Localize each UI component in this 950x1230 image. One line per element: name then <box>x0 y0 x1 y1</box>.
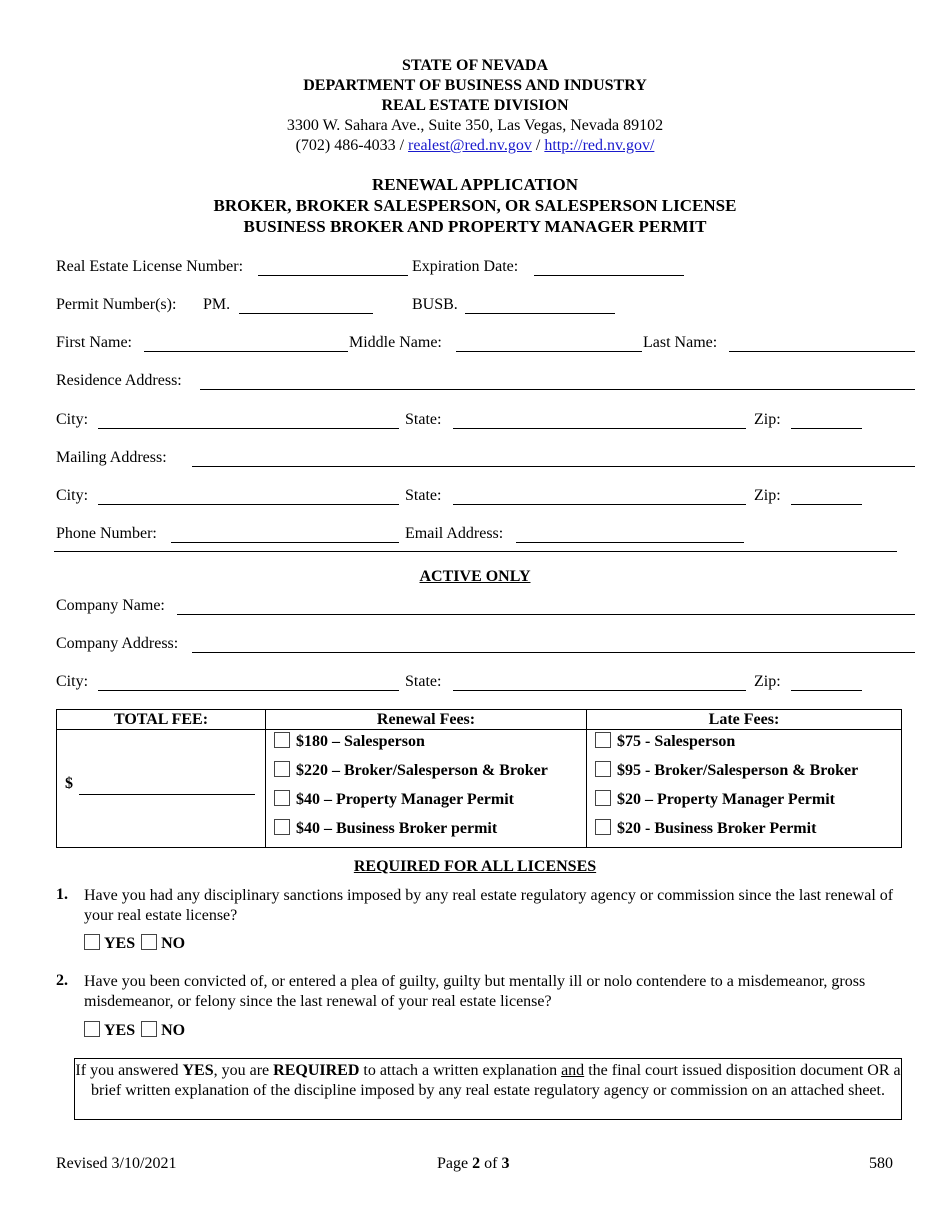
checkbox[interactable] <box>595 732 611 748</box>
form-subtitle-permit: BUSINESS BROKER AND PROPERTY MANAGER PERMIT <box>243 217 707 236</box>
dollar-sign: $ <box>65 774 73 792</box>
agency-division: REAL ESTATE DIVISION <box>381 97 569 114</box>
renewal-fees-header: Renewal Fees: <box>266 710 587 730</box>
renewal-fee-option[interactable] <box>274 818 586 847</box>
renewal-fees-cell <box>266 730 587 848</box>
yes-label: YES <box>104 935 136 952</box>
phone-number-label: Phone Number: <box>56 525 157 542</box>
late-fee-option[interactable] <box>595 760 901 789</box>
company-address-field[interactable] <box>192 652 915 653</box>
question-number: 1. <box>56 886 68 903</box>
company-city-label: City: <box>56 673 89 690</box>
residence-zip-label: Zip: <box>754 411 781 428</box>
renewal-fee-label: $40 – Property Manager Permit <box>296 791 515 808</box>
contact-separator: / <box>399 137 405 154</box>
late-fee-label: $20 – Property Manager Permit <box>617 791 836 808</box>
late-fee-option[interactable] <box>595 789 901 818</box>
agency-contact <box>0 136 950 156</box>
checkbox[interactable] <box>595 819 611 835</box>
mailing-state-label: State: <box>405 487 442 504</box>
middle-name-label: Middle Name: <box>349 334 442 351</box>
residence-state-field[interactable] <box>453 428 746 429</box>
email-address-field[interactable] <box>516 542 744 543</box>
form-number: 580 <box>869 1155 893 1172</box>
mailing-address-field[interactable] <box>192 466 915 467</box>
last-name-label: Last Name: <box>643 334 718 351</box>
last-name-field[interactable] <box>729 351 915 352</box>
residence-city-field[interactable] <box>98 428 399 429</box>
company-address-label: Company Address: <box>56 635 179 652</box>
company-name-field[interactable] <box>177 614 915 615</box>
mailing-zip-label: Zip: <box>754 487 781 504</box>
active-only-text: ACTIVE ONLY <box>419 568 531 585</box>
question-text: Have you had any disciplinary sanctions imposed by any real estate regulatory agency or commission since the last renewal of your real estate license? <box>84 887 894 924</box>
late-fee-option[interactable] <box>595 818 901 847</box>
required-heading <box>0 857 950 877</box>
checkbox[interactable] <box>274 819 290 835</box>
question-number: 2. <box>56 972 68 989</box>
page-indicator <box>437 1154 509 1174</box>
mailing-address-label: Mailing Address: <box>56 449 167 466</box>
checkbox[interactable] <box>274 761 290 777</box>
late-fee-option[interactable] <box>595 731 901 760</box>
total-fee-field[interactable] <box>79 794 255 795</box>
mailing-state-field[interactable] <box>453 504 746 505</box>
email-address-label: Email Address: <box>405 525 504 542</box>
late-fee-label: $75 - Salesperson <box>617 733 736 750</box>
pm-label: PM. <box>203 296 231 313</box>
late-fees-cell <box>587 730 902 848</box>
question-1-answer <box>84 934 185 953</box>
renewal-fee-label: $40 – Business Broker permit <box>296 820 498 837</box>
renewal-fee-option[interactable] <box>274 731 586 760</box>
middle-name-field[interactable] <box>456 351 642 352</box>
checkbox[interactable] <box>595 790 611 806</box>
first-name-field[interactable] <box>144 351 348 352</box>
page-word: Page <box>437 1155 469 1172</box>
residence-address-label: Residence Address: <box>56 372 182 389</box>
company-state-field[interactable] <box>453 690 746 691</box>
page-number: 2 <box>472 1155 481 1172</box>
contact-separator: / <box>535 137 541 154</box>
renewal-fee-label: $220 – Broker/Salesperson & Broker <box>296 762 548 779</box>
residence-zip-field[interactable] <box>791 428 862 429</box>
notice-text: If you answered <box>75 1062 183 1079</box>
company-state-label: State: <box>405 673 442 690</box>
late-fee-label: $20 - Business Broker Permit <box>617 820 817 837</box>
notice-text: the final court issued disposition document OR a brief written explanation of the discipline imposed by any real estate regulatory agency or commission on an attached sheet. <box>91 1062 901 1099</box>
yes-label: YES <box>104 1022 136 1039</box>
page-total: 3 <box>501 1155 510 1172</box>
company-zip-label: Zip: <box>754 673 781 690</box>
notice-text: to attach a written explanation <box>359 1062 562 1079</box>
busb-label: BUSB. <box>412 296 458 313</box>
email-link[interactable]: realest@red.nv.gov <box>408 137 532 154</box>
company-city-field[interactable] <box>98 690 399 691</box>
license-number-field[interactable] <box>258 275 408 276</box>
pm-permit-field[interactable] <box>239 313 373 314</box>
notice-yes: YES <box>182 1062 214 1079</box>
late-fees-header: Late Fees: <box>587 710 902 730</box>
no-label: NO <box>161 935 186 952</box>
mailing-city-field[interactable] <box>98 504 399 505</box>
renewal-fee-label: $180 – Salesperson <box>296 733 425 750</box>
mailing-city-label: City: <box>56 487 89 504</box>
phone-number-field[interactable] <box>171 542 399 543</box>
busb-permit-field[interactable] <box>465 313 615 314</box>
checkbox[interactable] <box>274 732 290 748</box>
question-2-answer <box>84 1021 185 1040</box>
residence-address-field[interactable] <box>200 389 915 390</box>
notice-required: REQUIRED <box>273 1062 360 1079</box>
notice-text: , you are <box>213 1062 274 1079</box>
license-number-label: Real Estate License Number: <box>56 258 244 275</box>
no-label: NO <box>161 1022 186 1039</box>
fees-table <box>56 709 902 848</box>
permit-numbers-label: Permit Number(s): <box>56 296 177 313</box>
total-fee-cell <box>57 730 266 848</box>
form-subtitle-license: BROKER, BROKER SALESPERSON, OR SALESPERSON LICENSE <box>213 196 737 215</box>
renewal-fee-option[interactable] <box>274 789 586 818</box>
form-title: RENEWAL APPLICATION <box>371 175 579 194</box>
no-checkbox[interactable] <box>141 934 157 950</box>
residence-state-label: State: <box>405 411 442 428</box>
agency-phone: (702) 486-4033 <box>295 137 396 154</box>
residence-city-label: City: <box>56 411 89 428</box>
notice-and: and <box>561 1062 585 1079</box>
company-zip-field[interactable] <box>791 690 862 691</box>
expiration-date-label: Expiration Date: <box>412 258 519 275</box>
active-only-heading <box>0 567 950 587</box>
required-heading-text: REQUIRED FOR ALL LICENSES <box>353 858 597 875</box>
expiration-date-field[interactable] <box>534 275 684 276</box>
yes-checkbox[interactable] <box>84 934 100 950</box>
section-divider <box>54 551 897 552</box>
agency-state: STATE OF NEVADA <box>401 57 549 74</box>
total-fee-header: TOTAL FEE: <box>57 710 266 730</box>
disclosure-notice <box>74 1058 902 1120</box>
website-link[interactable]: http://red.nv.gov/ <box>544 137 655 154</box>
first-name-label: First Name: <box>56 334 132 351</box>
of-word: of <box>484 1155 498 1172</box>
revised-date: Revised 3/10/2021 <box>56 1155 177 1172</box>
mailing-zip-field[interactable] <box>791 504 862 505</box>
no-checkbox[interactable] <box>141 1021 157 1037</box>
agency-department: DEPARTMENT OF BUSINESS AND INDUSTRY <box>303 77 647 94</box>
checkbox[interactable] <box>274 790 290 806</box>
yes-checkbox[interactable] <box>84 1021 100 1037</box>
late-fee-label: $95 - Broker/Salesperson & Broker <box>617 762 859 779</box>
company-name-label: Company Name: <box>56 597 165 614</box>
question-text: Have you been convicted of, or entered a plea of guilty, guilty but mentally ill or nolo contendere to a misdemeanor, gross misdemeanor, or felony since the last renewal of your real estate license? <box>84 973 866 1010</box>
checkbox[interactable] <box>595 761 611 777</box>
agency-address: 3300 W. Sahara Ave., Suite 350, Las Vegas, Nevada 89102 <box>286 117 664 134</box>
renewal-fee-option[interactable] <box>274 760 586 789</box>
